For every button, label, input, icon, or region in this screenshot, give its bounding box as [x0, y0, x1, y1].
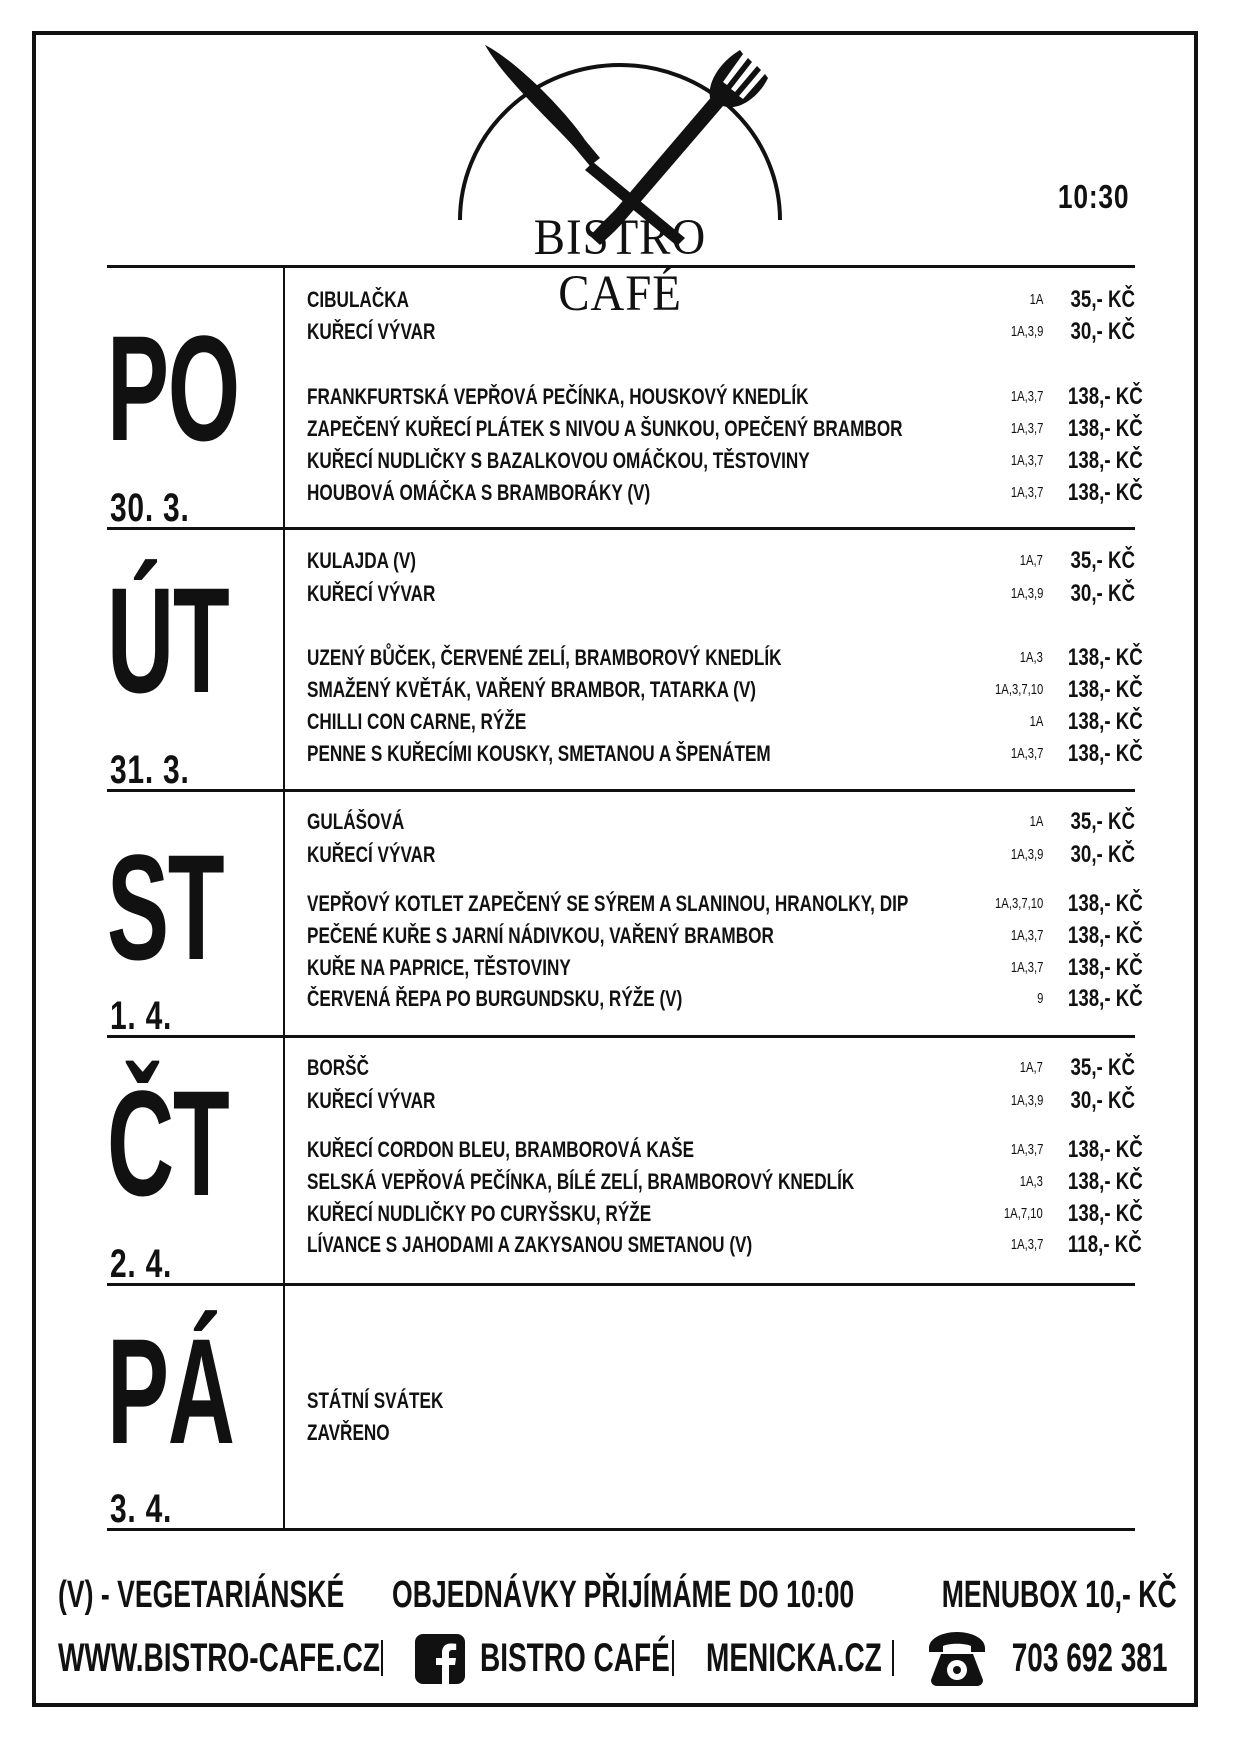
meal-item [307, 414, 1143, 444]
soup-item [307, 579, 1135, 609]
item-price: 138,- KČ [1067, 1136, 1143, 1163]
soup-item [307, 840, 1135, 870]
day-abbr: ČT [107, 1059, 229, 1227]
day-items [307, 1038, 1143, 1283]
item-price: 138,- KČ [1067, 447, 1143, 474]
closed-notice: ZAVŘENO [307, 1420, 390, 1445]
item-allergens: 1A [1029, 291, 1043, 308]
item-price: 30,- KČ [1070, 1087, 1135, 1114]
meal-item [307, 953, 1143, 983]
item-allergens: 9 [1036, 990, 1043, 1007]
item-name: ZAPEČENÝ KUŘECÍ PLÁTEK S NIVOU A ŠUNKOU, OPEČENÝ BRAMBOR [307, 416, 903, 441]
footer-divider [892, 1640, 894, 1676]
item-allergens: 1A,3,7,10 [994, 895, 1043, 912]
day-abbr: PÁ [107, 1307, 234, 1475]
item-allergens: 1A,7,10 [1004, 1205, 1043, 1222]
day-abbr: ST [107, 823, 224, 991]
holiday-notice: STÁTNÍ SVÁTEK [307, 1388, 444, 1413]
item-allergens: 1A,3,7 [1010, 484, 1043, 501]
orders-note: OBJEDNÁVKY PŘIJÍMÁME DO 10:00 [392, 1574, 855, 1616]
meal-item [307, 643, 1143, 673]
item-allergens: 1A,7 [1019, 552, 1043, 569]
meal-item [307, 1230, 1142, 1260]
item-price: 138,- KČ [1067, 740, 1143, 767]
item-name: GULÁŠOVÁ [307, 809, 405, 834]
day-abbr: PO [107, 304, 239, 472]
item-name: KULAJDA (V) [307, 548, 416, 573]
day-monday [107, 265, 1143, 530]
item-name: KUŘECÍ VÝVAR [307, 581, 436, 606]
meal-item [307, 478, 1143, 508]
item-name: KUŘECÍ CORDON BLEU, BRAMBOROVÁ KAŠE [307, 1137, 695, 1162]
item-price: 138,- KČ [1067, 1200, 1143, 1227]
meal-item [307, 1135, 1143, 1165]
item-allergens: 1A,3,7 [1010, 927, 1043, 944]
item-price: 138,- KČ [1067, 922, 1143, 949]
item-price: 30,- KČ [1070, 841, 1135, 868]
item-name: PENNE S KUŘECÍMI KOUSKY, SMETANOU A ŠPENÁTEM [307, 741, 771, 766]
item-allergens: 1A,7 [1019, 1059, 1043, 1076]
item-name: UZENÝ BŮČEK, ČERVENÉ ZELÍ, BRAMBOROVÝ KNEDLÍK [307, 645, 782, 670]
item-price: 138,- KČ [1067, 644, 1143, 671]
meal-item [307, 984, 1143, 1014]
day-wednesday [107, 789, 1143, 1038]
item-name: LÍVANCE S JAHODAMI A ZAKYSANOU SMETANOU (V) [307, 1232, 753, 1257]
item-name: SMAŽENÝ KVĚTÁK, VAŘENÝ BRAMBOR, TATARKA (V) [307, 677, 757, 702]
phone-number[interactable]: 703 692 381 [1011, 1636, 1167, 1680]
item-price: 30,- KČ [1070, 318, 1135, 345]
day-tuesday [107, 527, 1143, 792]
item-name: KUŘECÍ NUDLIČKY PO CURYŠSKU, RÝŽE [307, 1201, 652, 1226]
item-allergens: 1A,3,9 [1010, 585, 1043, 602]
item-name: CHILLI CON CARNE, RÝŽE [307, 709, 527, 734]
notice-item [307, 1418, 1135, 1448]
item-name: VEPŘOVÝ KOTLET ZAPEČENÝ SE SÝREM A SLANINOU, HRANOLKY, DIP [307, 891, 909, 916]
item-price: 138,- KČ [1067, 479, 1143, 506]
item-allergens: 1A,3,7 [1010, 745, 1043, 762]
item-name: BORŠČ [307, 1055, 369, 1080]
meal-item [307, 707, 1143, 737]
item-allergens: 1A,3,9 [1010, 846, 1043, 863]
day-label [107, 1038, 285, 1286]
notice-item [307, 1386, 1135, 1416]
meal-item [307, 1199, 1143, 1229]
item-allergens: 1A,3,9 [1010, 1092, 1043, 1109]
day-date: 2. 4. [110, 1242, 173, 1286]
item-name: KUŘECÍ VÝVAR [307, 1088, 436, 1113]
meal-item [307, 1167, 1143, 1197]
day-date: 31. 3. [110, 748, 190, 792]
day-items [307, 792, 1143, 1035]
footer-divider [672, 1640, 674, 1676]
item-allergens: 1A,3,7 [1010, 420, 1043, 437]
item-name: SELSKÁ VEPŘOVÁ PEČÍNKA, BÍLÉ ZELÍ, BRAMBOROVÝ KNEDLÍK [307, 1169, 855, 1194]
day-items [307, 1286, 1135, 1528]
item-price: 138,- KČ [1067, 954, 1143, 981]
brand-title: BISTRO CAFÉ [533, 210, 707, 322]
soup-item [307, 546, 1135, 576]
item-name: KUŘECÍ NUDLIČKY S BAZALKOVOU OMÁČKOU, TĚSTOVINY [307, 448, 810, 473]
item-allergens: 1A [1029, 813, 1043, 830]
item-name: KUŘE NA PAPRICE, TĚSTOVINY [307, 955, 571, 980]
item-allergens: 1A [1029, 713, 1043, 730]
facebook-link[interactable]: BISTRO CAFÉ [480, 1636, 670, 1680]
item-name: FRANKFURTSKÁ VEPŘOVÁ PEČÍNKA, HOUSKOVÝ KNEDLÍK [307, 384, 809, 409]
item-name: CIBULAČKA [307, 287, 409, 312]
day-date: 1. 4. [110, 994, 173, 1038]
day-items [307, 530, 1143, 789]
day-date: 30. 3. [110, 486, 190, 530]
item-price: 138,- KČ [1067, 383, 1143, 410]
item-allergens: 1A,3,9 [1010, 323, 1043, 340]
day-label [107, 1286, 285, 1531]
vegetarian-note: (V) - VEGETARIÁNSKÉ [58, 1574, 345, 1616]
meal-item [307, 382, 1143, 412]
meal-item [307, 739, 1143, 769]
menicka-link[interactable]: MENICKA.CZ [706, 1636, 882, 1680]
day-abbr: ÚT [107, 556, 229, 724]
soup-item [307, 1086, 1135, 1116]
website-link[interactable]: WWW.BISTRO-CAFE.CZ [58, 1636, 380, 1680]
day-friday [107, 1283, 1135, 1531]
item-allergens: 1A,3,7 [1010, 959, 1043, 976]
menubox-note: MENUBOX 10,- KČ [941, 1574, 1177, 1616]
day-items [307, 268, 1143, 527]
item-allergens: 1A,3,7 [1010, 388, 1043, 405]
item-price: 138,- KČ [1067, 985, 1143, 1012]
day-label [107, 792, 285, 1038]
meal-item [307, 675, 1143, 705]
item-price: 30,- KČ [1070, 580, 1135, 607]
day-label [107, 268, 285, 530]
item-name: ČERVENÁ ŘEPA PO BURGUNDSKU, RÝŽE (V) [307, 986, 683, 1011]
item-allergens: 1A,3,7 [1010, 1141, 1043, 1158]
item-price: 138,- KČ [1067, 415, 1143, 442]
telephone-icon [925, 1630, 989, 1688]
item-price: 138,- KČ [1067, 708, 1143, 735]
soup-item [307, 1053, 1135, 1083]
item-name: KUŘECÍ VÝVAR [307, 842, 436, 867]
item-price: 35,- KČ [1070, 286, 1135, 313]
item-name: KUŘECÍ VÝVAR [307, 319, 436, 344]
soup-item [307, 285, 1135, 315]
day-thursday [107, 1035, 1143, 1286]
opening-time: 10:30 [1057, 178, 1129, 215]
footer-divider [381, 1640, 383, 1676]
item-price: 138,- KČ [1067, 676, 1143, 703]
day-date: 3. 4. [110, 1487, 173, 1531]
facebook-icon [415, 1634, 465, 1684]
item-name: PEČENÉ KUŘE S JARNÍ NÁDIVKOU, VAŘENÝ BRAMBOR [307, 923, 774, 948]
item-allergens: 1A,3 [1019, 1173, 1043, 1190]
soup-item [307, 807, 1135, 837]
weekly-menu [107, 265, 1143, 1531]
soup-item [307, 317, 1135, 347]
item-price: 118,- KČ [1067, 1231, 1142, 1258]
item-name: HOUBOVÁ OMÁČKA S BRAMBORÁKY (V) [307, 480, 651, 505]
item-allergens: 1A,3,7,10 [994, 681, 1043, 698]
item-allergens: 1A,3,7 [1010, 452, 1043, 469]
item-price: 138,- KČ [1067, 890, 1143, 917]
meal-item [307, 889, 1143, 919]
item-allergens: 1A,3,7 [1010, 1236, 1043, 1253]
meal-item [307, 446, 1143, 476]
item-price: 35,- KČ [1070, 547, 1135, 574]
item-price: 35,- KČ [1070, 808, 1135, 835]
day-label [107, 530, 285, 792]
meal-item [307, 921, 1143, 951]
item-price: 35,- KČ [1070, 1054, 1135, 1081]
item-price: 138,- KČ [1067, 1168, 1143, 1195]
item-allergens: 1A,3 [1019, 649, 1043, 666]
